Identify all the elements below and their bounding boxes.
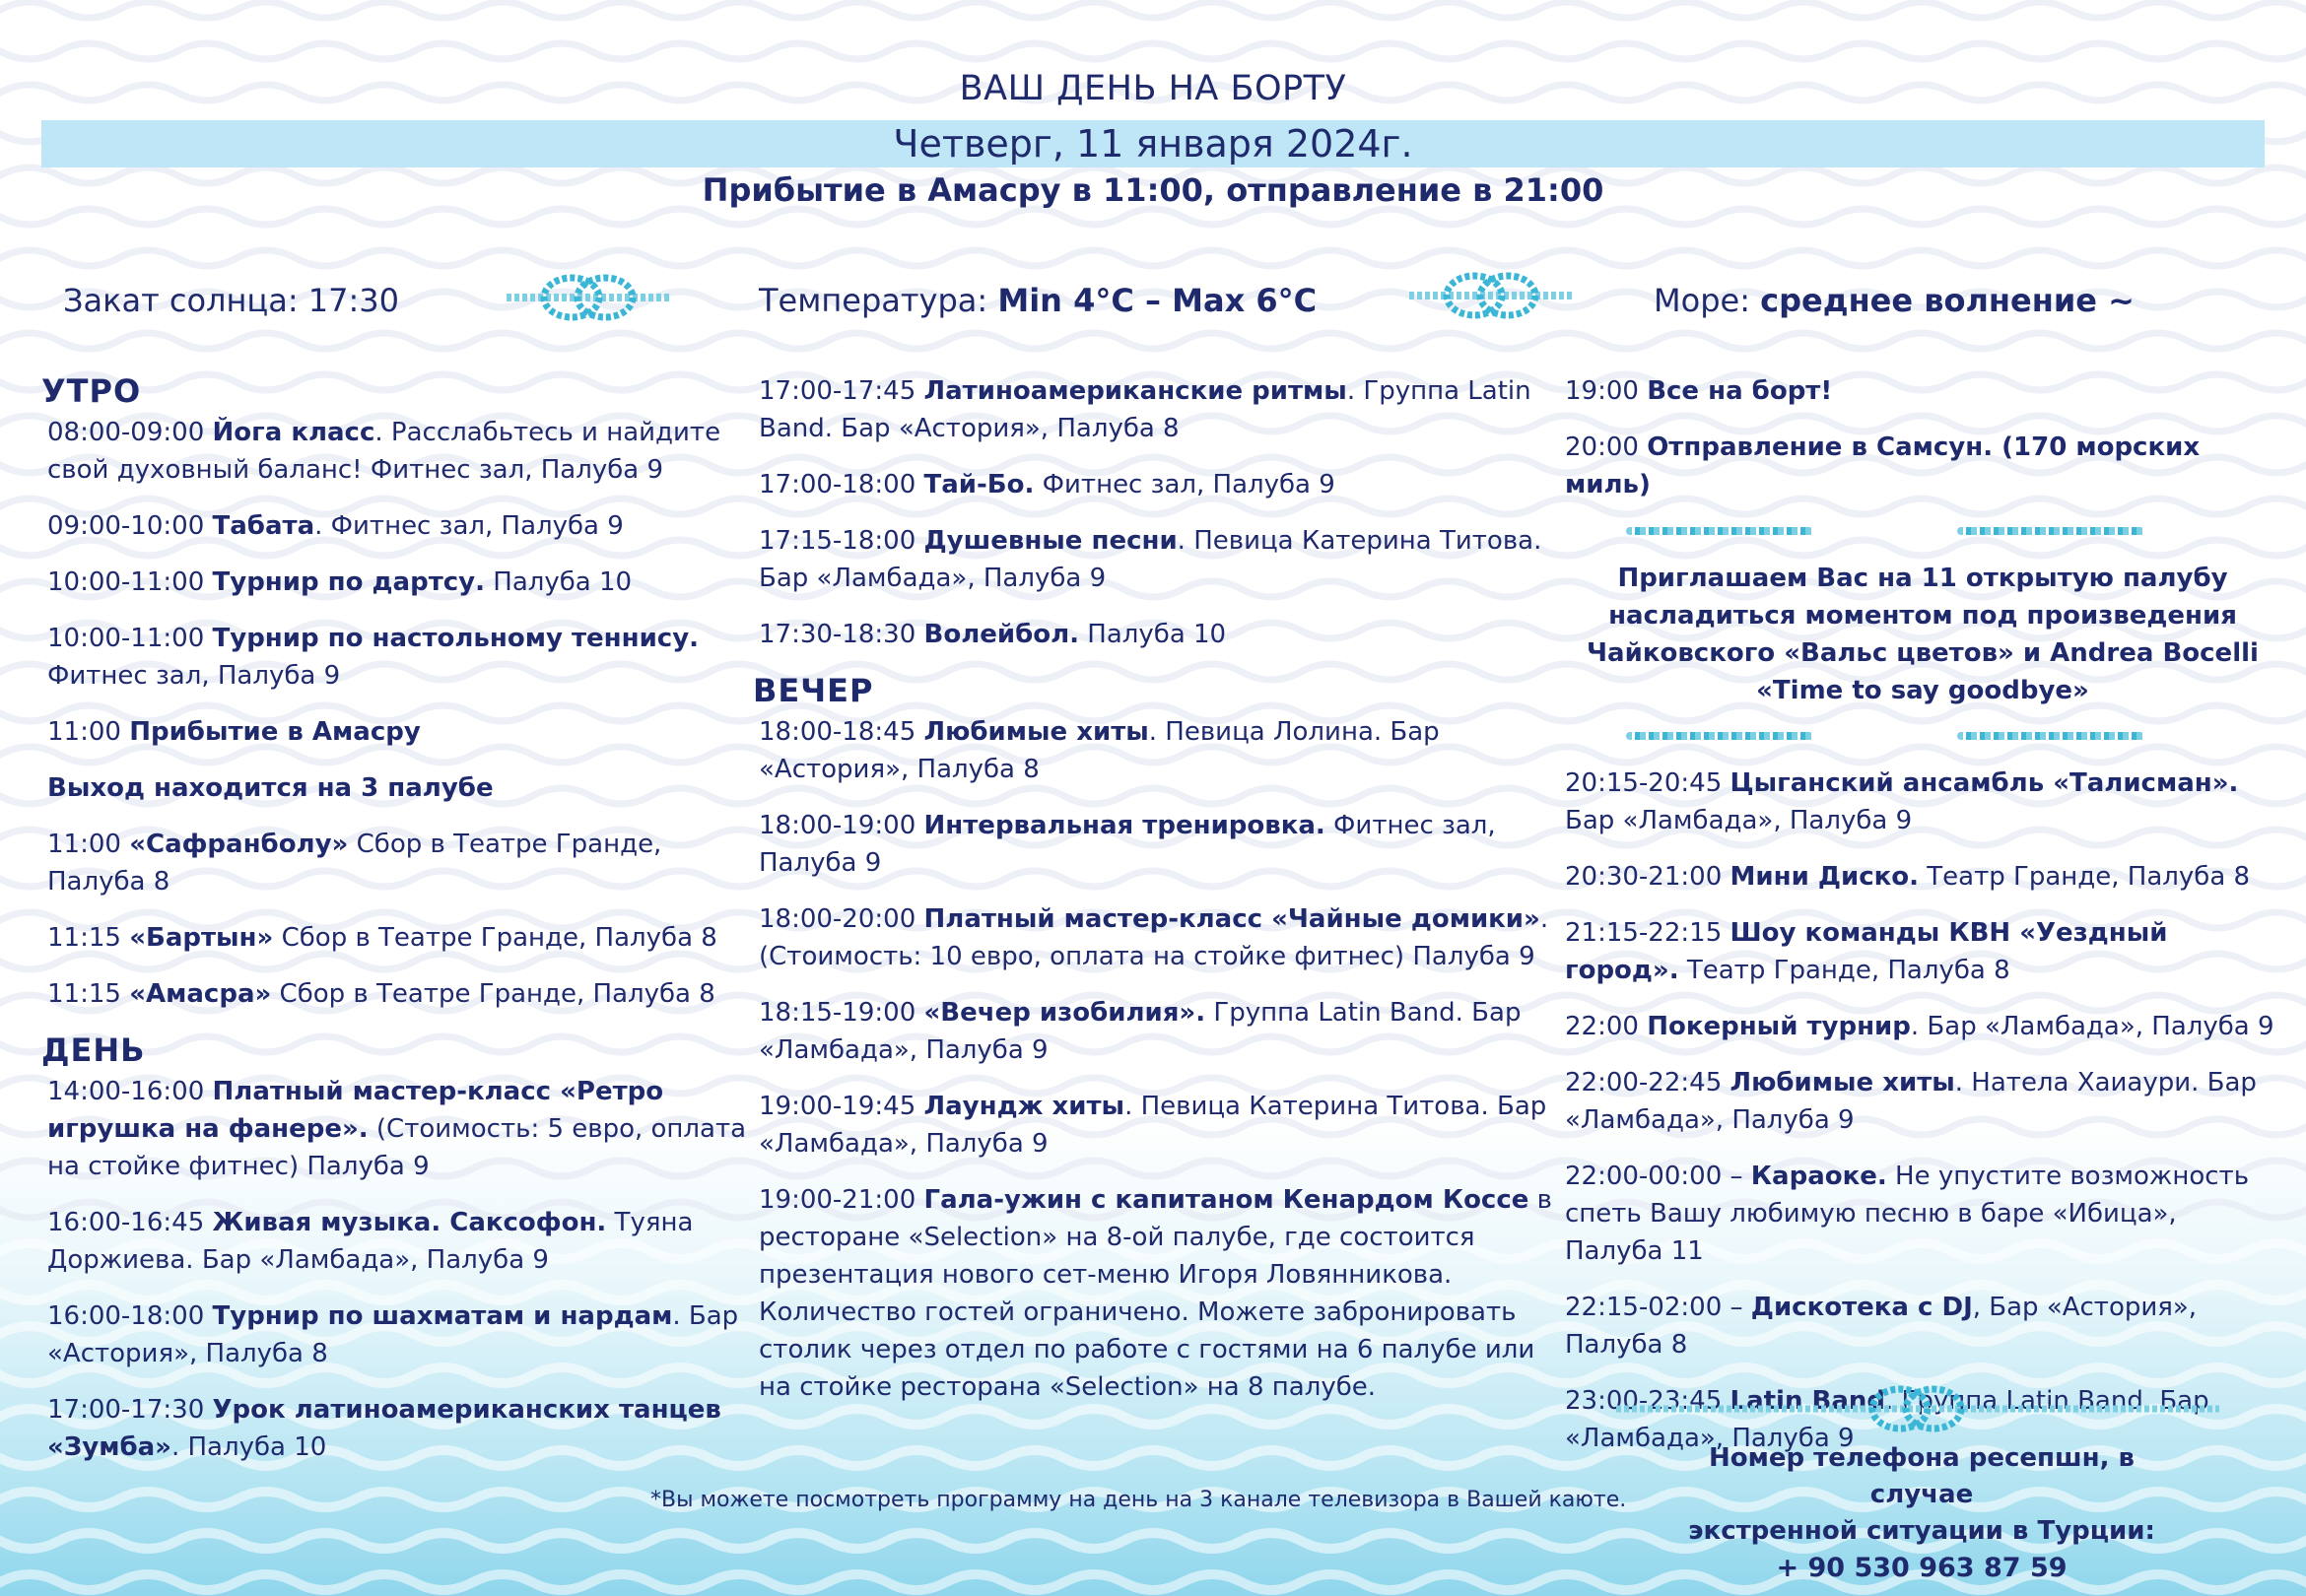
event-time: 18:00-20:00 bbox=[759, 904, 924, 934]
event-details: . Фитнес зал, Палуба 9 bbox=[314, 511, 624, 541]
event-time: 17:15-18:00 bbox=[759, 526, 924, 556]
section-morning-title: УТРО bbox=[41, 372, 142, 410]
phone-caption-line2: экстренной ситуации в Турции: bbox=[1688, 1516, 2155, 1546]
rope-knot-icon bbox=[505, 268, 672, 327]
event-details: Не упустите возможность спеть Вашу любимую песню в баре «Ибица», Палуба 11 bbox=[1565, 1162, 2250, 1266]
sea-info bbox=[1654, 282, 2135, 319]
rope-divider bbox=[1565, 727, 2280, 745]
event-details: Театр Гранде, Палуба 8 bbox=[1919, 862, 2251, 892]
temperature-value: Min 4°C – Max 6°C bbox=[997, 282, 1318, 319]
event-item bbox=[47, 713, 759, 751]
rope-knot-icon bbox=[1612, 1379, 2223, 1438]
day-list bbox=[47, 1073, 759, 1466]
event-title: Латиноамериканские ритмы bbox=[923, 376, 1347, 406]
event-details: Фитнес зал, Палуба 9 bbox=[1034, 470, 1335, 499]
event-details: . Певица Лолина. Бар «Астория», Палуба 8 bbox=[759, 717, 1440, 784]
event-title: Цыганский ансамбль «Талисман». bbox=[1730, 768, 2239, 798]
phone-number: + 90 530 963 87 59 bbox=[1776, 1553, 2068, 1583]
event-time: 11:15 bbox=[47, 979, 130, 1009]
event-title: Интервальная тренировка. bbox=[923, 811, 1325, 840]
event-item bbox=[759, 900, 1557, 975]
event-time: 19:00-19:45 bbox=[759, 1092, 924, 1121]
event-time: 20:30-21:00 bbox=[1565, 862, 1730, 892]
section-day-title: ДЕНЬ bbox=[41, 1031, 146, 1069]
event-time: 19:00 bbox=[1565, 376, 1648, 406]
event-item bbox=[47, 414, 759, 489]
event-item bbox=[47, 620, 759, 695]
event-title: Мини Диско. bbox=[1730, 862, 1920, 892]
event-time: 11:15 bbox=[47, 923, 130, 953]
sea-label: Море: bbox=[1654, 282, 1761, 319]
event-title: Дискотека с DJ bbox=[1750, 1293, 1973, 1322]
page-title: ВАШ ДЕНЬ НА БОРТУ bbox=[959, 69, 1347, 108]
event-time: 22:00-00:00 – bbox=[1565, 1162, 1751, 1191]
section-evening-title: ВЕЧЕР bbox=[753, 672, 874, 709]
event-item bbox=[47, 564, 759, 601]
event-title: Платный мастер-класс «Ретро игрушка на фанере». bbox=[47, 1077, 664, 1144]
event-details: в ресторане «Selection» на 8-ой палубе, где состоится презентация нового сет-меню Игоря Ловянникова. Количество гостей ограничено. Можете забронировать столик через отдел по работе с гостями на 6 палубе или на стойке ресторана «Selection» на 8 палубе. bbox=[759, 1185, 1552, 1402]
event-title: Платный мастер-класс «Чайные домики» bbox=[923, 904, 1540, 934]
event-details: Театр Гранде, Палуба 8 bbox=[1678, 956, 2010, 985]
event-title: Лаундж хиты bbox=[923, 1092, 1125, 1121]
event-item bbox=[1565, 429, 2280, 503]
event-title: Душевные песни bbox=[923, 526, 1178, 556]
arrival-info: Прибытие в Амасру в 11:00, отправление в 21:00 bbox=[702, 171, 1604, 209]
event-item bbox=[47, 1391, 759, 1466]
event-details: . Бар «Ламбада», Палуба 9 bbox=[1910, 1012, 2274, 1041]
sunset-label: Закат солнца: bbox=[63, 282, 308, 319]
event-details: . Группа Latin Band. Бар «Астория», Палуба 8 bbox=[759, 376, 1531, 443]
event-details: . Палуба 10 bbox=[170, 1432, 327, 1462]
event-time: 11:00 bbox=[47, 830, 130, 859]
event-time: 10:00-11:00 bbox=[47, 624, 213, 653]
event-details: Палуба 10 bbox=[485, 567, 633, 597]
event-item bbox=[1565, 914, 2280, 989]
event-item bbox=[759, 713, 1557, 788]
event-item bbox=[1565, 858, 2280, 896]
event-item bbox=[1565, 1064, 2280, 1139]
event-item bbox=[47, 919, 759, 957]
event-time: 20:15-20:45 bbox=[1565, 768, 1730, 798]
event-time: 16:00-18:00 bbox=[47, 1301, 213, 1331]
event-title: Турнир по шахматам и нардам bbox=[212, 1301, 673, 1331]
event-time: 10:00-11:00 bbox=[47, 567, 213, 597]
event-item bbox=[47, 1204, 759, 1279]
event-time: 19:00-21:00 bbox=[759, 1185, 924, 1215]
event-time: 18:00-19:00 bbox=[759, 811, 924, 840]
event-time: 18:00-18:45 bbox=[759, 717, 924, 747]
event-title: Все на борт! bbox=[1647, 376, 1833, 406]
event-time: 14:00-16:00 bbox=[47, 1077, 213, 1106]
event-details: . Натела Хаиаури. Бар «Ламбада», Палуба 9 bbox=[1565, 1068, 2257, 1135]
event-title: Волейбол. bbox=[923, 620, 1080, 649]
event-title: Latin Band bbox=[1730, 1386, 1886, 1416]
event-time: 17:30-18:30 bbox=[759, 620, 924, 649]
event-details: Сбор в Театре Гранде, Палуба 8 bbox=[271, 979, 715, 1009]
event-item bbox=[47, 826, 759, 900]
event-details: . (Стоимость: 10 евро, оплата на стойке фитнес) Палуба 9 bbox=[759, 904, 1549, 971]
column-left bbox=[41, 372, 759, 1485]
event-item bbox=[1565, 1158, 2280, 1270]
column-right bbox=[1565, 372, 2280, 1476]
event-title: Турнир по настольному теннису. bbox=[212, 624, 700, 653]
event-title: «Сафранболу» bbox=[129, 830, 349, 859]
event-title: Табата bbox=[212, 511, 315, 541]
event-title: «Бартын» bbox=[129, 923, 274, 953]
event-time: 23:00-23:45 bbox=[1565, 1386, 1730, 1416]
event-details: , Бар «Астория», Палуба 8 bbox=[1565, 1293, 2198, 1360]
event-item bbox=[759, 1088, 1557, 1163]
event-title: Турнир по дартсу. bbox=[212, 567, 485, 597]
temperature-info bbox=[759, 282, 1317, 319]
invitation-text: Приглашаем Вас на 11 открытую палубу насладиться моментом под произведения Чайковского «Вальс цветов» и Andrea Bocelli «Time to say goodbye» bbox=[1587, 564, 2259, 705]
event-time: 21:15-22:15 bbox=[1565, 918, 1730, 948]
column-middle bbox=[753, 372, 1557, 1425]
tv-program-note: *Вы можете посмотреть программу на день на 3 канале телевизора в Вашей каюте. bbox=[650, 1488, 1627, 1512]
event-item bbox=[759, 372, 1557, 447]
event-title: Покерный турнир bbox=[1647, 1012, 1911, 1041]
event-details: . Бар «Астория», Палуба 8 bbox=[47, 1301, 739, 1368]
temperature-label: Температура: bbox=[759, 282, 998, 319]
event-details: Сбор в Театре Гранде, Палуба 8 bbox=[47, 830, 662, 897]
event-item bbox=[47, 507, 759, 545]
event-item bbox=[759, 616, 1557, 653]
event-details: . Певица Катерина Титова. Бар «Ламбада», Палуба 9 bbox=[759, 1092, 1547, 1159]
event-item bbox=[47, 1297, 759, 1372]
event-time: 17:00-17:30 bbox=[47, 1395, 213, 1425]
event-details: Фитнес зал, Палуба 9 bbox=[47, 661, 341, 691]
event-details: Палуба 10 bbox=[1079, 620, 1227, 649]
event-time: 11:00 bbox=[47, 717, 130, 747]
event-details: Фитнес зал, Палуба 9 bbox=[759, 811, 1496, 878]
event-title: Йога класс bbox=[212, 418, 375, 447]
event-item bbox=[759, 466, 1557, 503]
departure-list bbox=[1565, 372, 2280, 503]
event-title: Гала-ужин с капитаном Кенардом Коссе bbox=[923, 1185, 1529, 1215]
event-title: Прибытие в Амасру bbox=[129, 717, 421, 747]
date-bar: Четверг, 11 января 2024г. bbox=[41, 120, 2265, 167]
event-time: 20:00 bbox=[1565, 432, 1648, 462]
event-time: 09:00-10:00 bbox=[47, 511, 213, 541]
event-time: 17:00-18:00 bbox=[759, 470, 924, 499]
event-details: Сбор в Театре Гранде, Палуба 8 bbox=[273, 923, 717, 953]
event-item bbox=[1565, 1008, 2280, 1045]
event-details: . Певица Катерина Титова. Бар «Ламбада», Палуба 9 bbox=[759, 526, 1542, 593]
event-title: Любимые хиты bbox=[1730, 1068, 1955, 1097]
event-time: 17:00-17:45 bbox=[759, 376, 924, 406]
event-details: (Стоимость: 5 евро, оплата на стойке фитнес) Палуба 9 bbox=[47, 1114, 747, 1181]
event-time: 16:00-16:45 bbox=[47, 1208, 213, 1237]
event-details: Группа Latin Band. Бар «Ламбада», Палуба 9 bbox=[759, 998, 1522, 1065]
event-item bbox=[47, 975, 759, 1013]
event-item bbox=[759, 807, 1557, 882]
event-item bbox=[1565, 765, 2280, 839]
sunset-info bbox=[63, 282, 399, 319]
event-time: 18:15-19:00 bbox=[759, 998, 924, 1028]
day-continued-list bbox=[759, 372, 1557, 653]
event-details: Туяна Доржиева. Бар «Ламбада», Палуба 9 bbox=[47, 1208, 694, 1275]
event-title: Караоке. bbox=[1750, 1162, 1887, 1191]
morning-list bbox=[47, 414, 759, 1013]
event-title: Шоу команды КВН «Уездный город». bbox=[1565, 918, 2168, 985]
rope-divider bbox=[1565, 522, 2280, 540]
event-title: «Вечер изобилия». bbox=[923, 998, 1206, 1028]
event-item bbox=[1565, 372, 2280, 410]
evening-list bbox=[759, 713, 1557, 1406]
event-title: Любимые хиты bbox=[923, 717, 1149, 747]
late-evening-list bbox=[1565, 765, 2280, 1457]
event-details: . Группа Latin Band. Бар «Ламбада», Палуба 9 bbox=[1565, 1386, 2209, 1453]
event-time: 22:15-02:00 – bbox=[1565, 1293, 1751, 1322]
event-title: Тай-Бо. bbox=[923, 470, 1035, 499]
event-title: Урок латиноамериканских танцев «Зумба» bbox=[47, 1395, 721, 1462]
event-title: Выход находится на 3 палубе bbox=[47, 773, 494, 803]
event-details: Бар «Ламбада», Палуба 9 bbox=[1565, 806, 1913, 835]
event-title: Живая музыка. Саксофон. bbox=[212, 1208, 607, 1237]
event-title: Отправление в Самсун. (170 морских миль) bbox=[1565, 432, 2201, 499]
event-item bbox=[1565, 1289, 2280, 1363]
event-time: 22:00-22:45 bbox=[1565, 1068, 1730, 1097]
event-details: . Расслабьтесь и найдите свой духовный баланс! Фитнес зал, Палуба 9 bbox=[47, 418, 721, 485]
rope-knot-icon bbox=[1407, 266, 1575, 325]
event-time: 22:00 bbox=[1565, 1012, 1648, 1041]
sea-value: среднее волнение ~ bbox=[1760, 282, 2135, 319]
event-item bbox=[759, 522, 1557, 597]
event-item bbox=[47, 769, 759, 807]
phone-caption-line1: Номер телефона ресепшн, в случае bbox=[1709, 1443, 2135, 1509]
event-item bbox=[47, 1073, 759, 1185]
event-title: «Амасра» bbox=[129, 979, 272, 1009]
event-item bbox=[759, 994, 1557, 1069]
event-time: 08:00-09:00 bbox=[47, 418, 213, 447]
event-item bbox=[759, 1181, 1557, 1406]
reception-phone-block bbox=[1665, 1440, 2178, 1586]
sunset-value: 17:30 bbox=[307, 282, 399, 319]
